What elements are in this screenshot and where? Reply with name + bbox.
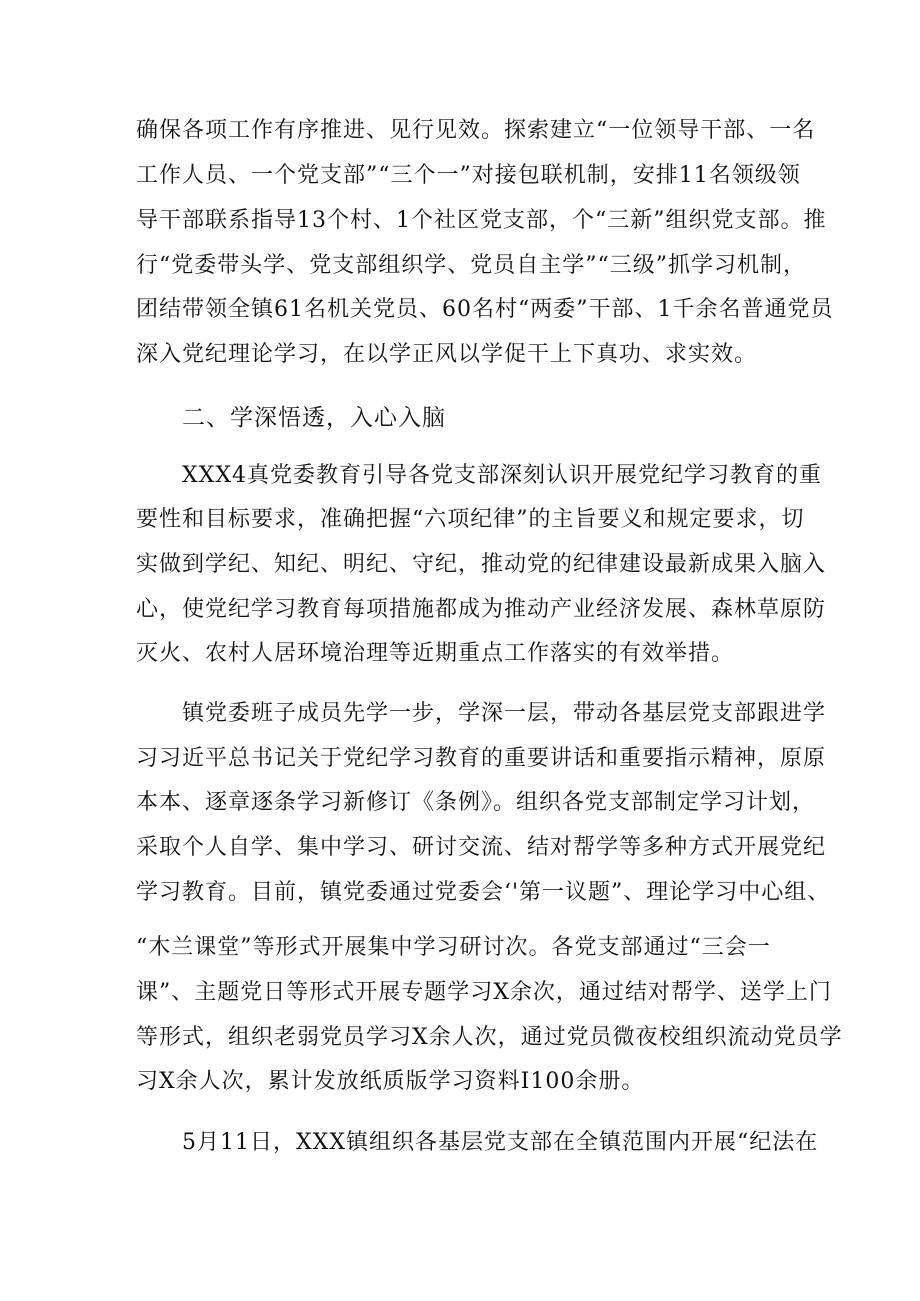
paragraph-1-line-6: 深入党纪理论学习，在以学正风以学促干上下真功、求实效。 [136,342,758,367]
paragraph-2-line-1: XXX4真党委教育引导各党支部深刻认识开展党纪学习教育的重 [182,463,822,488]
paragraph-3-line-3: 本本、逐章逐条学习新修订《条例》。组织各党支部制定学习计划， [136,790,816,815]
paragraph-3-line-5: 学习教育。目前，镇党委通过党委会‘'第一议题”、理论学习中心组、 [136,880,831,905]
paragraph-2-line-4: 心，使党纪学习教育每项措施都成为推动产业经济发展、森林草原防 [136,597,827,622]
paragraph-1-line-1: 确保各项工作有序推进、见行见效。探索建立“一位领导干部、一名 [136,118,816,143]
section-heading-2: 二、学深悟透，入心入脑 [182,405,446,431]
paragraph-2-line-2: 要性和目标要求，准确把握“六项纪律”的主旨要义和规定要求，切 [136,507,805,532]
paragraph-1-line-5: 团结带领全镇61名机关党员、60名村“两委”干部、1千余名普通党员 [136,297,834,322]
paragraph-3-line-8: 等形式，组织老弱党员学习X余人次，通过党员微夜校组织流动党员学 [136,1025,843,1050]
paragraph-3-line-9: 习X余人次，累计发放纸质版学习资料I100余册。 [136,1069,645,1094]
paragraph-1-line-2: 工作人员、一个党支部”“三个一”对接包联机制，安排11名领级领 [136,163,801,188]
paragraph-1-line-4: 行“党委带头学、党支部组织学、党员自主学”“三级”抓学习机制， [136,253,806,278]
paragraph-4-line-1: 5月11日，XXX镇组织各基层党支部在全镇范围内开展“纪法在 [182,1130,819,1155]
paragraph-2-line-3: 实做到学纪、知纪、明纪、守纪，推动党的纪律建设最新成果入脑入 [136,552,827,577]
paragraph-3-line-6: “木兰课堂”等形式开展集中学习研讨次。各党支部通过“三会一 [136,935,771,960]
paragraph-3-line-1: 镇党委班子成员先学一步，学深一层，带动各基层党支部跟进学 [182,701,827,726]
paragraph-1-line-3: 导干部联系指导13个村、1个社区党支部，个“三新”组织党支部。推 [136,208,827,233]
paragraph-3-line-7: 课”、主题党日等形式开展专题学习X余次，通过结对帮学、送学上门 [136,980,832,1005]
paragraph-3-line-4: 采取个人自学、集中学习、研讨交流、结对帮学等多种方式开展党纪 [136,835,827,860]
paragraph-3-line-2: 习习近平总书记关于党纪学习教育的重要讲话和重要指示精神，原原 [136,746,827,771]
paragraph-2-line-5: 灭火、农村人居环境治理等近期重点工作落实的有效举措。 [136,641,735,666]
